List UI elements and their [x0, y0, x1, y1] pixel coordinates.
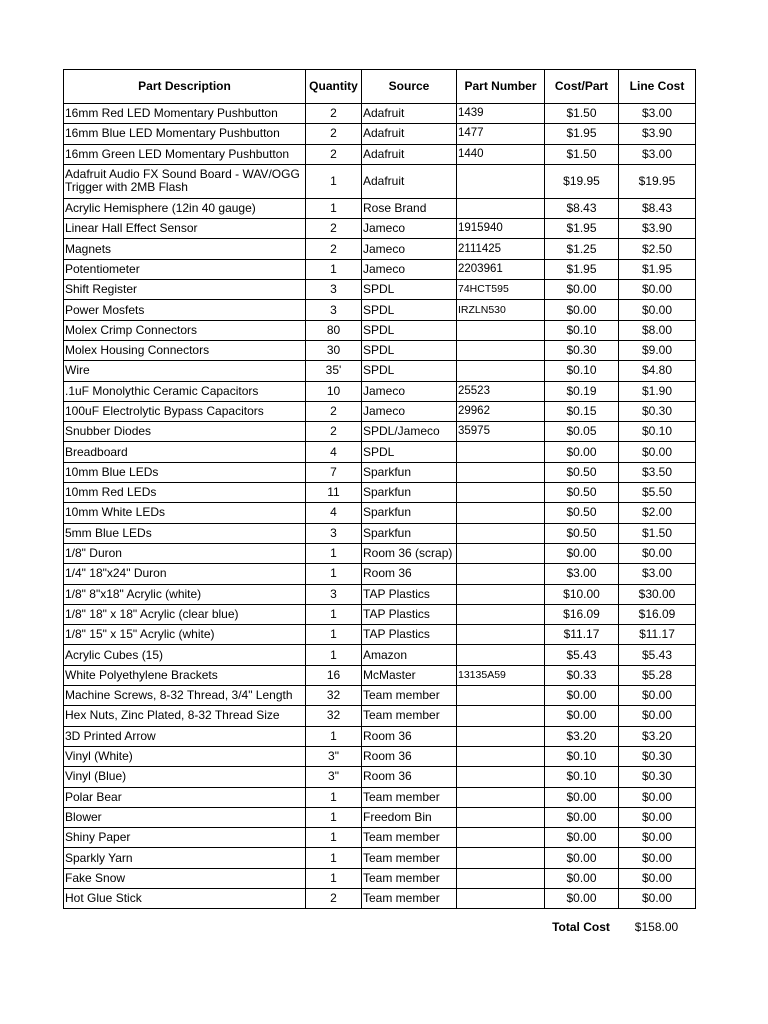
part-number-cell: 13135A59 — [457, 665, 545, 685]
source-cell: Team member — [362, 848, 457, 868]
table-row — [64, 746, 696, 766]
part-number-cell — [457, 888, 545, 908]
part-description-cell: Potentiometer — [64, 259, 306, 279]
quantity-cell: 3 — [306, 584, 362, 604]
table-row — [64, 706, 696, 726]
line-cost-cell: $0.00 — [619, 888, 696, 908]
part-description-cell: Wire — [64, 361, 306, 381]
line-cost-cell: $30.00 — [619, 584, 696, 604]
cost-per-part-cell: $1.95 — [545, 259, 619, 279]
source-cell: Team member — [362, 868, 457, 888]
source-cell: Amazon — [362, 645, 457, 665]
quantity-cell: 3" — [306, 746, 362, 766]
part-number-cell: 25523 — [457, 381, 545, 401]
table-row — [64, 483, 696, 503]
line-cost-cell: $3.50 — [619, 462, 696, 482]
part-description-cell: Shiny Paper — [64, 828, 306, 848]
part-number-cell: 29962 — [457, 401, 545, 421]
cost-per-part-cell: $19.95 — [545, 164, 619, 198]
table-row — [64, 726, 696, 746]
quantity-cell: 1 — [306, 164, 362, 198]
cost-per-part-cell: $5.43 — [545, 645, 619, 665]
part-number-cell — [457, 164, 545, 198]
quantity-cell: 4 — [306, 442, 362, 462]
cost-per-part-cell: $8.43 — [545, 198, 619, 218]
quantity-cell: 32 — [306, 686, 362, 706]
table-row — [64, 807, 696, 827]
part-number-cell — [457, 483, 545, 503]
line-cost-cell: $5.28 — [619, 665, 696, 685]
cost-per-part-cell: $0.30 — [545, 340, 619, 360]
part-number-cell: 1477 — [457, 124, 545, 144]
cost-per-part-cell: $0.00 — [545, 787, 619, 807]
cost-per-part-cell: $3.20 — [545, 726, 619, 746]
table-row — [64, 340, 696, 360]
table-row — [64, 381, 696, 401]
quantity-cell: 2 — [306, 124, 362, 144]
part-description-cell: Sparkly Yarn — [64, 848, 306, 868]
cost-per-part-cell: $0.00 — [545, 807, 619, 827]
quantity-cell: 2 — [306, 401, 362, 421]
part-number-cell — [457, 726, 545, 746]
source-cell: TAP Plastics — [362, 604, 457, 624]
part-number-cell — [457, 340, 545, 360]
line-cost-cell: $5.50 — [619, 483, 696, 503]
part-description-cell: Adafruit Audio FX Sound Board - WAV/OGG Trigger with 2MB Flash — [64, 164, 306, 198]
line-cost-cell: $3.00 — [619, 564, 696, 584]
part-number-cell — [457, 645, 545, 665]
source-cell: SPDL — [362, 340, 457, 360]
part-description-cell: 1/8" 8"x18" Acrylic (white) — [64, 584, 306, 604]
source-cell: Jameco — [362, 239, 457, 259]
table-row — [64, 665, 696, 685]
cost-per-part-cell: $0.19 — [545, 381, 619, 401]
cost-per-part-cell: $0.00 — [545, 828, 619, 848]
line-cost-cell: $8.00 — [619, 320, 696, 340]
source-cell: SPDL — [362, 320, 457, 340]
cost-per-part-cell: $1.25 — [545, 239, 619, 259]
source-cell: Adafruit — [362, 144, 457, 164]
part-description-cell: 5mm Blue LEDs — [64, 523, 306, 543]
part-number-cell — [457, 807, 545, 827]
table-row — [64, 686, 696, 706]
line-cost-cell: $3.90 — [619, 219, 696, 239]
table-row — [64, 361, 696, 381]
source-cell: SPDL — [362, 361, 457, 381]
total-cost-label: Total Cost — [552, 920, 610, 934]
cost-per-part-cell: $0.00 — [545, 868, 619, 888]
line-cost-cell: $3.00 — [619, 104, 696, 124]
column-header-line-cost: Line Cost — [619, 70, 696, 104]
cost-per-part-cell: $0.00 — [545, 848, 619, 868]
table-row — [64, 888, 696, 908]
table-row — [64, 564, 696, 584]
table-row — [64, 787, 696, 807]
header-row — [64, 70, 696, 104]
part-number-cell — [457, 848, 545, 868]
line-cost-cell: $4.80 — [619, 361, 696, 381]
table-row — [64, 164, 696, 198]
source-cell: SPDL/Jameco — [362, 422, 457, 442]
column-header-part-number: Part Number — [457, 70, 545, 104]
quantity-cell: 2 — [306, 888, 362, 908]
line-cost-cell: $16.09 — [619, 604, 696, 624]
part-number-cell — [457, 198, 545, 218]
quantity-cell: 3 — [306, 300, 362, 320]
quantity-cell: 2 — [306, 422, 362, 442]
quantity-cell: 4 — [306, 503, 362, 523]
line-cost-cell: $0.00 — [619, 543, 696, 563]
part-description-cell: White Polyethylene Brackets — [64, 665, 306, 685]
part-number-cell — [457, 361, 545, 381]
source-cell: Jameco — [362, 401, 457, 421]
part-number-cell — [457, 320, 545, 340]
line-cost-cell: $1.95 — [619, 259, 696, 279]
line-cost-cell: $0.00 — [619, 828, 696, 848]
quantity-cell: 2 — [306, 144, 362, 164]
line-cost-cell: $0.00 — [619, 686, 696, 706]
quantity-cell: 7 — [306, 462, 362, 482]
line-cost-cell: $0.00 — [619, 442, 696, 462]
quantity-cell: 1 — [306, 543, 362, 563]
source-cell: Team member — [362, 888, 457, 908]
column-header-part-description: Part Description — [64, 70, 306, 104]
part-description-cell: Breadboard — [64, 442, 306, 462]
cost-per-part-cell: $11.17 — [545, 625, 619, 645]
cost-per-part-cell: $0.50 — [545, 523, 619, 543]
quantity-cell: 1 — [306, 828, 362, 848]
line-cost-cell: $0.00 — [619, 787, 696, 807]
quantity-cell: 1 — [306, 625, 362, 645]
cost-per-part-cell: $0.50 — [545, 483, 619, 503]
table-row — [64, 239, 696, 259]
line-cost-cell: $0.00 — [619, 280, 696, 300]
table-row — [64, 442, 696, 462]
table-row — [64, 198, 696, 218]
quantity-cell: 1 — [306, 848, 362, 868]
cost-per-part-cell: $1.95 — [545, 124, 619, 144]
quantity-cell: 16 — [306, 665, 362, 685]
part-number-cell — [457, 625, 545, 645]
part-description-cell: 16mm Blue LED Momentary Pushbutton — [64, 124, 306, 144]
cost-per-part-cell: $0.05 — [545, 422, 619, 442]
table-row — [64, 828, 696, 848]
part-description-cell: Hot Glue Stick — [64, 888, 306, 908]
quantity-cell: 32 — [306, 706, 362, 726]
part-description-cell: Hex Nuts, Zinc Plated, 8-32 Thread Size — [64, 706, 306, 726]
quantity-cell: 3" — [306, 767, 362, 787]
cost-per-part-cell: $16.09 — [545, 604, 619, 624]
source-cell: Sparkfun — [362, 483, 457, 503]
part-number-cell: 1915940 — [457, 219, 545, 239]
line-cost-cell: $0.00 — [619, 300, 696, 320]
table-row — [64, 604, 696, 624]
part-description-cell: Vinyl (Blue) — [64, 767, 306, 787]
cost-per-part-cell: $1.95 — [545, 219, 619, 239]
table-row — [64, 543, 696, 563]
part-number-cell — [457, 686, 545, 706]
table-row — [64, 462, 696, 482]
quantity-cell: 10 — [306, 381, 362, 401]
line-cost-cell: $0.10 — [619, 422, 696, 442]
quantity-cell: 2 — [306, 239, 362, 259]
table-row — [64, 259, 696, 279]
cost-per-part-cell: $1.50 — [545, 144, 619, 164]
total-cost-value: $158.00 — [634, 920, 679, 934]
table-row — [64, 300, 696, 320]
table-row — [64, 523, 696, 543]
part-description-cell: Power Mosfets — [64, 300, 306, 320]
part-description-cell: 16mm Green LED Momentary Pushbutton — [64, 144, 306, 164]
line-cost-cell: $2.50 — [619, 239, 696, 259]
part-description-cell: Polar Bear — [64, 787, 306, 807]
part-number-cell: 1440 — [457, 144, 545, 164]
part-number-cell: IRZLN530 — [457, 300, 545, 320]
column-header-source: Source — [362, 70, 457, 104]
cost-per-part-cell: $0.10 — [545, 320, 619, 340]
part-description-cell: Acrylic Hemisphere (12in 40 gauge) — [64, 198, 306, 218]
source-cell: Team member — [362, 828, 457, 848]
line-cost-cell: $0.00 — [619, 848, 696, 868]
cost-per-part-cell: $0.00 — [545, 706, 619, 726]
part-description-cell: Fake Snow — [64, 868, 306, 888]
part-description-cell: Vinyl (White) — [64, 746, 306, 766]
table-row — [64, 401, 696, 421]
part-number-cell — [457, 868, 545, 888]
cost-per-part-cell: $0.00 — [545, 300, 619, 320]
cost-per-part-cell: $0.10 — [545, 361, 619, 381]
quantity-cell: 1 — [306, 787, 362, 807]
part-description-cell: 1/8" 15" x 15" Acrylic (white) — [64, 625, 306, 645]
source-cell: TAP Plastics — [362, 584, 457, 604]
line-cost-cell: $5.43 — [619, 645, 696, 665]
part-description-cell: 10mm Red LEDs — [64, 483, 306, 503]
part-description-cell: Snubber Diodes — [64, 422, 306, 442]
source-cell: Rose Brand — [362, 198, 457, 218]
quantity-cell: 1 — [306, 198, 362, 218]
table-body — [64, 104, 696, 909]
part-number-cell: 35975 — [457, 422, 545, 442]
cost-per-part-cell: $0.50 — [545, 462, 619, 482]
part-number-cell — [457, 787, 545, 807]
source-cell: Adafruit — [362, 104, 457, 124]
table-row — [64, 584, 696, 604]
line-cost-cell: $3.90 — [619, 124, 696, 144]
part-description-cell: Acrylic Cubes (15) — [64, 645, 306, 665]
part-number-cell: 2111425 — [457, 239, 545, 259]
table-row — [64, 144, 696, 164]
quantity-cell: 1 — [306, 726, 362, 746]
line-cost-cell: $1.90 — [619, 381, 696, 401]
part-description-cell: 3D Printed Arrow — [64, 726, 306, 746]
line-cost-cell: $0.00 — [619, 807, 696, 827]
source-cell: TAP Plastics — [362, 625, 457, 645]
quantity-cell: 30 — [306, 340, 362, 360]
quantity-cell: 11 — [306, 483, 362, 503]
source-cell: Sparkfun — [362, 503, 457, 523]
table-row — [64, 124, 696, 144]
quantity-cell: 1 — [306, 807, 362, 827]
table-row — [64, 280, 696, 300]
source-cell: SPDL — [362, 442, 457, 462]
table-row — [64, 219, 696, 239]
cost-per-part-cell: $0.15 — [545, 401, 619, 421]
line-cost-cell: $0.30 — [619, 767, 696, 787]
source-cell: Jameco — [362, 381, 457, 401]
quantity-cell: 1 — [306, 645, 362, 665]
quantity-cell: 2 — [306, 104, 362, 124]
cost-per-part-cell: $0.00 — [545, 442, 619, 462]
part-description-cell: 10mm Blue LEDs — [64, 462, 306, 482]
part-number-cell — [457, 523, 545, 543]
cost-per-part-cell: $0.10 — [545, 746, 619, 766]
table-row — [64, 104, 696, 124]
part-description-cell: Shift Register — [64, 280, 306, 300]
source-cell: Team member — [362, 787, 457, 807]
source-cell: Team member — [362, 686, 457, 706]
quantity-cell: 80 — [306, 320, 362, 340]
quantity-cell: 1 — [306, 604, 362, 624]
quantity-cell: 3 — [306, 523, 362, 543]
cost-per-part-cell: $0.33 — [545, 665, 619, 685]
table-row — [64, 320, 696, 340]
line-cost-cell: $3.00 — [619, 144, 696, 164]
part-number-cell — [457, 564, 545, 584]
line-cost-cell: $3.20 — [619, 726, 696, 746]
part-description-cell: 1/8" 18" x 18" Acrylic (clear blue) — [64, 604, 306, 624]
source-cell: Jameco — [362, 259, 457, 279]
source-cell: McMaster — [362, 665, 457, 685]
part-number-cell — [457, 746, 545, 766]
part-description-cell: 16mm Red LED Momentary Pushbutton — [64, 104, 306, 124]
table-row — [64, 645, 696, 665]
part-description-cell: 1/4" 18"x24" Duron — [64, 564, 306, 584]
quantity-cell: 1 — [306, 868, 362, 888]
cost-per-part-cell: $0.00 — [545, 686, 619, 706]
part-number-cell — [457, 584, 545, 604]
quantity-cell: 2 — [306, 219, 362, 239]
table-row — [64, 868, 696, 888]
source-cell: Sparkfun — [362, 462, 457, 482]
cost-per-part-cell: $0.00 — [545, 543, 619, 563]
line-cost-cell: $2.00 — [619, 503, 696, 523]
cost-per-part-cell: $0.00 — [545, 280, 619, 300]
table-row — [64, 625, 696, 645]
source-cell: Team member — [362, 706, 457, 726]
part-description-cell: Blower — [64, 807, 306, 827]
table-row — [64, 422, 696, 442]
part-description-cell: 100uF Electrolytic Bypass Capacitors — [64, 401, 306, 421]
quantity-cell: 35' — [306, 361, 362, 381]
line-cost-cell: $9.00 — [619, 340, 696, 360]
quantity-cell: 3 — [306, 280, 362, 300]
part-number-cell — [457, 503, 545, 523]
part-number-cell — [457, 543, 545, 563]
source-cell: Room 36 — [362, 726, 457, 746]
source-cell: Jameco — [362, 219, 457, 239]
cost-per-part-cell: $0.50 — [545, 503, 619, 523]
part-description-cell: .1uF Monolythic Ceramic Capacitors — [64, 381, 306, 401]
line-cost-cell: $0.30 — [619, 401, 696, 421]
source-cell: SPDL — [362, 300, 457, 320]
cost-per-part-cell: $0.00 — [545, 888, 619, 908]
source-cell: Room 36 — [362, 564, 457, 584]
source-cell: SPDL — [362, 280, 457, 300]
part-number-cell — [457, 828, 545, 848]
part-description-cell: Molex Housing Connectors — [64, 340, 306, 360]
column-header-cost-per-part: Cost/Part — [545, 70, 619, 104]
source-cell: Room 36 (scrap) — [362, 543, 457, 563]
cost-per-part-cell: $3.00 — [545, 564, 619, 584]
part-description-cell: 1/8" Duron — [64, 543, 306, 563]
quantity-cell: 1 — [306, 259, 362, 279]
line-cost-cell: $11.17 — [619, 625, 696, 645]
part-description-cell: Magnets — [64, 239, 306, 259]
parts-table — [63, 69, 696, 909]
source-cell: Room 36 — [362, 767, 457, 787]
source-cell: Room 36 — [362, 746, 457, 766]
total-cost-row — [544, 920, 695, 934]
cost-per-part-cell: $0.10 — [545, 767, 619, 787]
line-cost-cell: $19.95 — [619, 164, 696, 198]
line-cost-cell: $0.30 — [619, 746, 696, 766]
part-number-cell — [457, 462, 545, 482]
part-description-cell: Machine Screws, 8-32 Thread, 3/4" Length — [64, 686, 306, 706]
part-number-cell — [457, 442, 545, 462]
part-number-cell — [457, 604, 545, 624]
part-number-cell: 2203961 — [457, 259, 545, 279]
part-number-cell — [457, 767, 545, 787]
part-description-cell: Linear Hall Effect Sensor — [64, 219, 306, 239]
table-row — [64, 503, 696, 523]
cost-per-part-cell: $10.00 — [545, 584, 619, 604]
part-description-cell: 10mm White LEDs — [64, 503, 306, 523]
table-row — [64, 848, 696, 868]
line-cost-cell: $0.00 — [619, 868, 696, 888]
source-cell: Adafruit — [362, 164, 457, 198]
source-cell: Freedom Bin — [362, 807, 457, 827]
line-cost-cell: $1.50 — [619, 523, 696, 543]
line-cost-cell: $0.00 — [619, 706, 696, 726]
part-number-cell — [457, 706, 545, 726]
quantity-cell: 1 — [306, 564, 362, 584]
source-cell: Adafruit — [362, 124, 457, 144]
table-row — [64, 767, 696, 787]
cost-per-part-cell: $1.50 — [545, 104, 619, 124]
column-header-quantity: Quantity — [306, 70, 362, 104]
line-cost-cell: $8.43 — [619, 198, 696, 218]
part-number-cell: 1439 — [457, 104, 545, 124]
part-description-cell: Molex Crimp Connectors — [64, 320, 306, 340]
parts-spreadsheet — [63, 69, 696, 909]
part-number-cell: 74HCT595 — [457, 280, 545, 300]
source-cell: Sparkfun — [362, 523, 457, 543]
